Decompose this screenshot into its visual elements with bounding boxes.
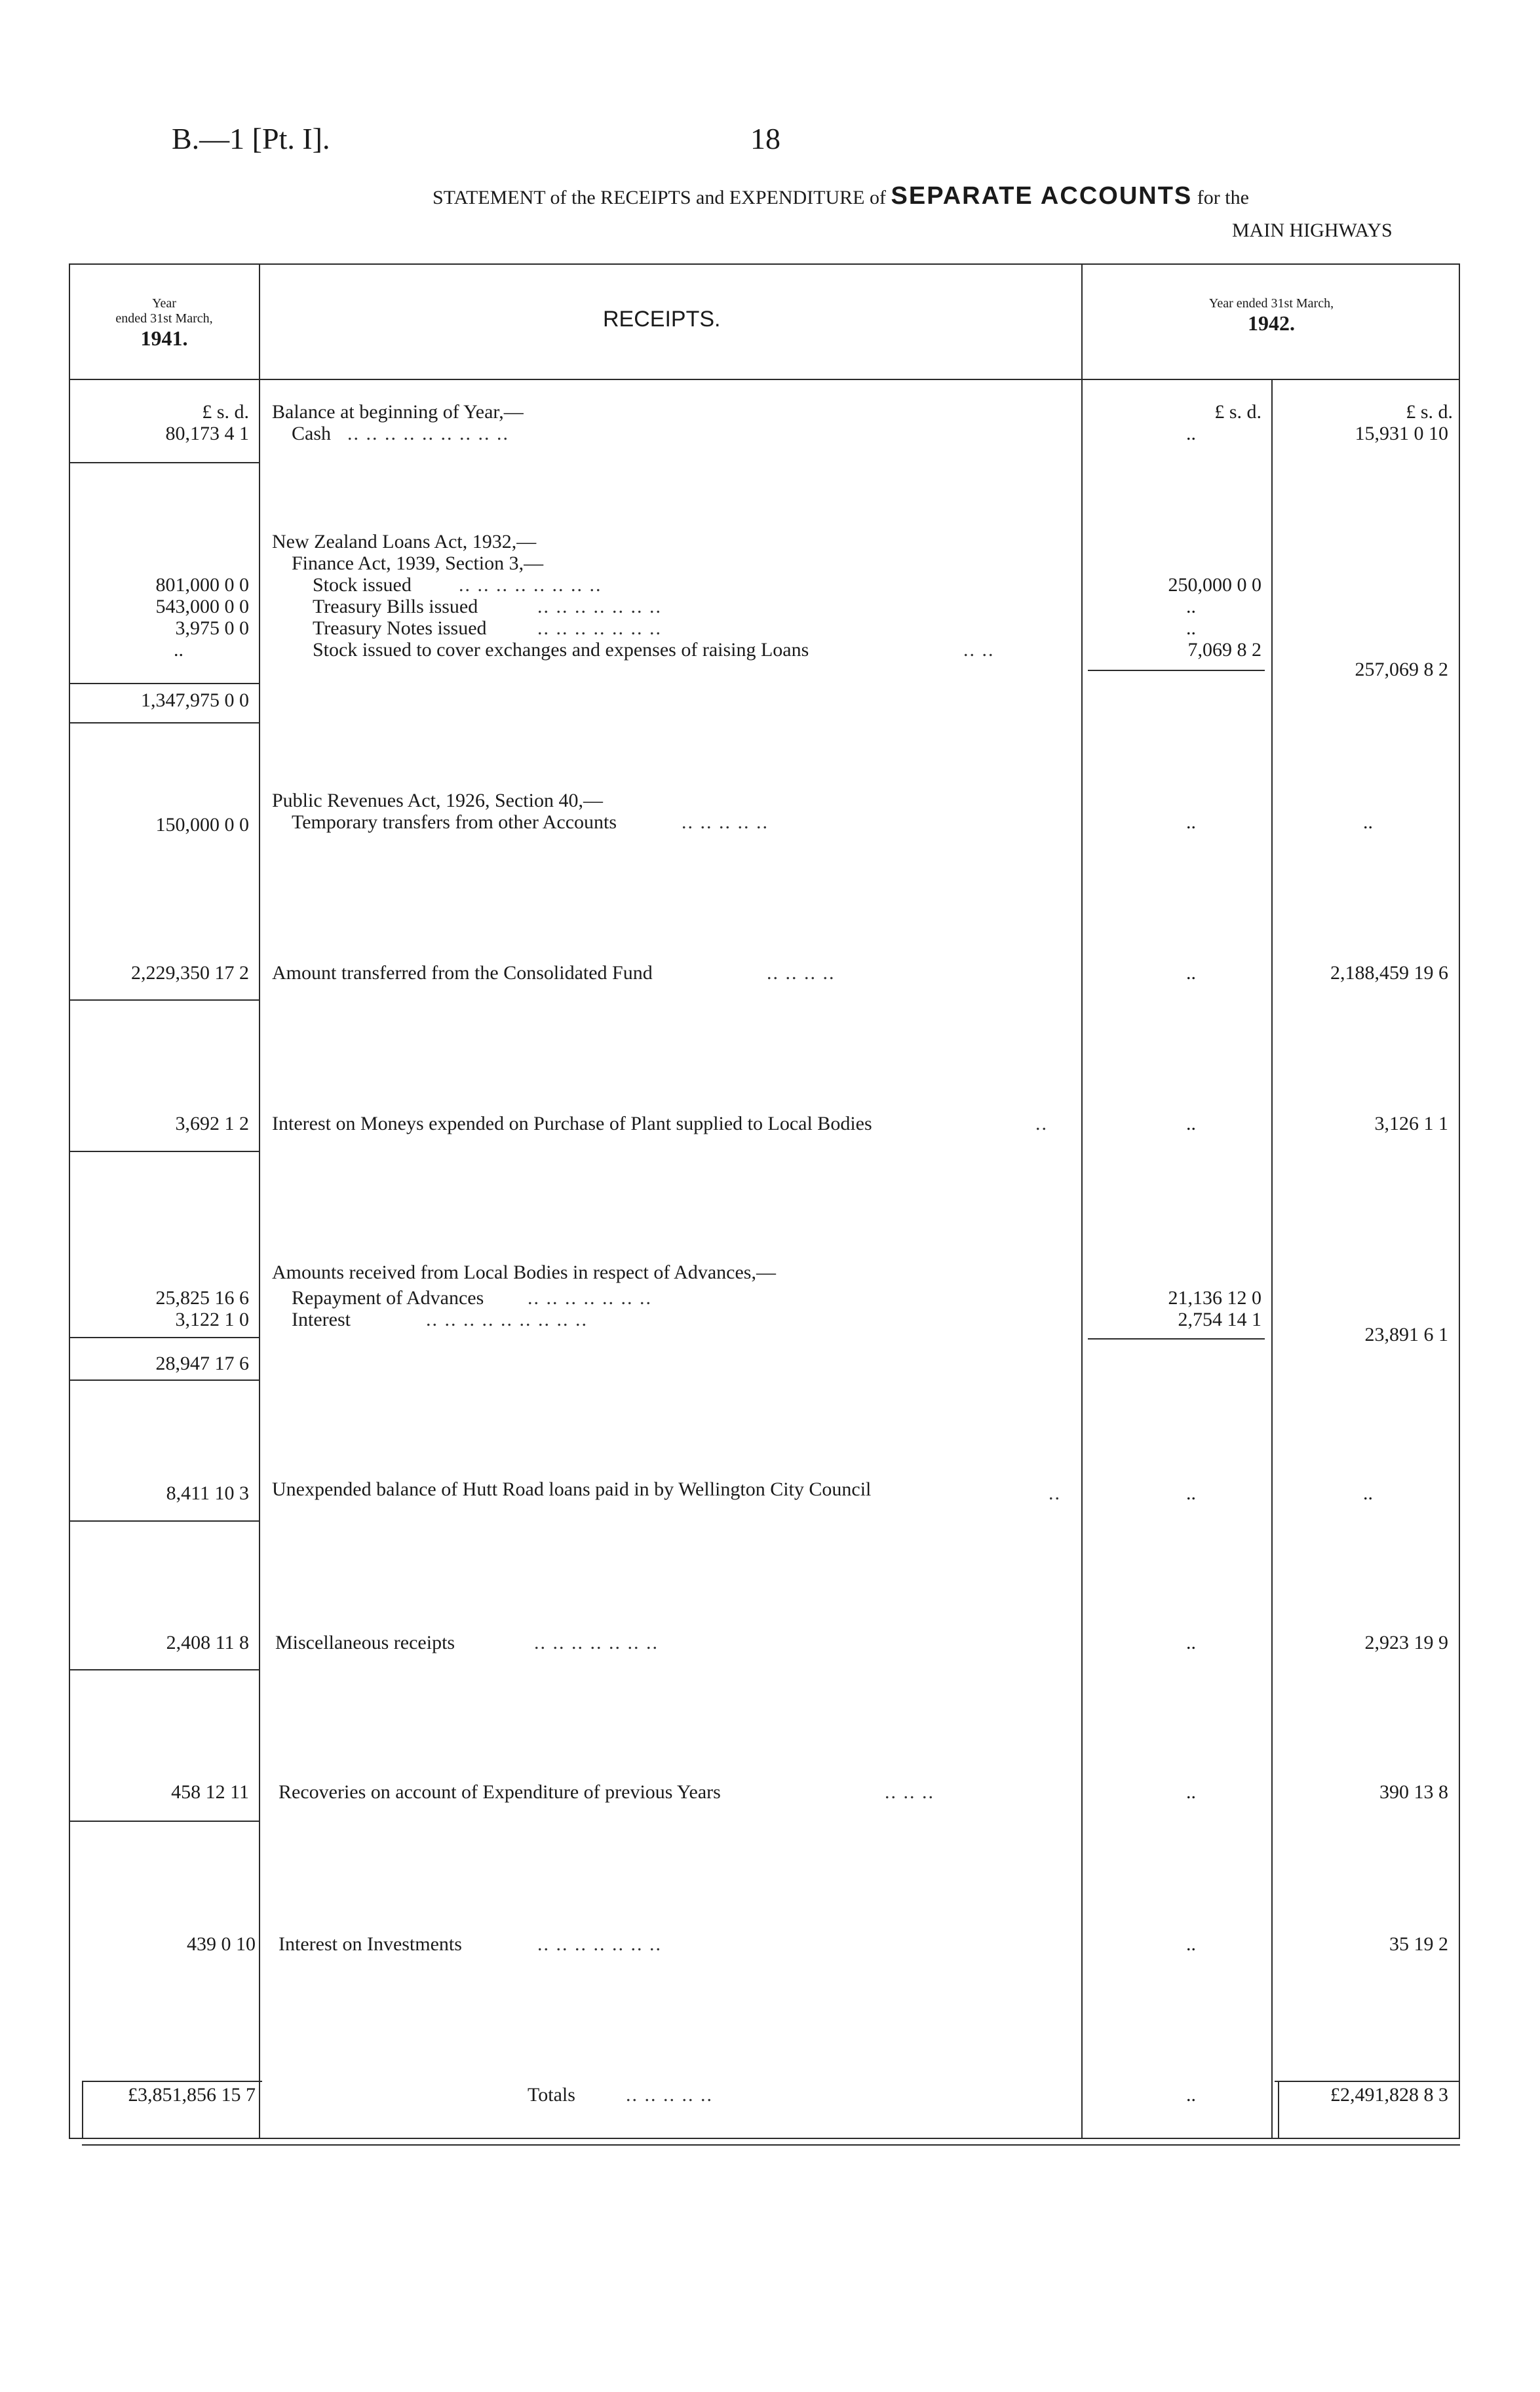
subtotal-rule — [1088, 670, 1265, 671]
currency-prev: £ s. d. — [202, 401, 249, 423]
table-row-prev: 2,229,350 17 2 — [131, 962, 249, 984]
row-rule — [69, 1379, 259, 1381]
totals-rule — [82, 2081, 262, 2082]
row-item: Repayment of Advances — [292, 1287, 484, 1309]
row-rule — [69, 1520, 259, 1522]
row-item: Stock issued — [313, 574, 412, 596]
row-item: Temporary transfers from other Accounts — [292, 811, 617, 833]
table-row-prev: 3,692 1 2 — [175, 1113, 249, 1134]
subtotal-rule — [69, 1337, 259, 1338]
prev-year-header — [71, 296, 258, 351]
table-bottom-rule — [69, 2138, 1460, 2139]
table-row-prev: 458 12 11 — [171, 1781, 249, 1803]
leader-dots: .. .. .. .. .. — [626, 2084, 713, 2106]
table-row-cur-b: .. — [1363, 1482, 1373, 1504]
table-row-cur-a: 250,000 0 0 — [1168, 574, 1261, 596]
leader-dots: .. .. .. .. — [767, 962, 836, 984]
table-row-cur-a: 2,754 14 1 — [1178, 1309, 1261, 1330]
prev-year-label-1: Year — [152, 296, 176, 311]
title-part-c: for the — [1192, 187, 1249, 208]
table-row-prev: 8,411 10 3 — [166, 1482, 249, 1504]
table-row-cur-b: 15,931 0 10 — [1355, 423, 1448, 444]
leader-dots: .. .. .. .. .. .. .. — [537, 617, 662, 639]
table-row-cur-b: 2,188,459 19 6 — [1330, 962, 1448, 984]
table-row-prev: 3,122 1 0 — [175, 1309, 249, 1330]
row-heading: Amounts received from Local Bodies in respect of Advances,— — [272, 1262, 776, 1283]
row-rule — [69, 722, 259, 723]
table-row-cur-b: 23,891 6 1 — [1364, 1324, 1448, 1345]
currency-cur-b: £ s. d. — [1406, 401, 1453, 423]
table-row-cur-b: 3,126 1 1 — [1374, 1113, 1448, 1134]
table-row-prev-total: 1,347,975 0 0 — [141, 689, 249, 711]
statement-subtitle: MAIN HIGHWAYS — [1232, 220, 1393, 241]
page-number: 18 — [750, 122, 780, 155]
row-item: Unexpended balance of Hutt Road loans paid in by Wellington City Council — [272, 1478, 872, 1500]
row-item: Interest on Investments — [279, 1933, 462, 1955]
table-top-rule — [69, 263, 1460, 265]
row-item: Amount transferred from the Consolidated Fund — [272, 962, 653, 984]
leader-dots: .. .. .. .. .. .. .. .. .. — [426, 1309, 588, 1330]
row-rule — [69, 999, 259, 1001]
leader-dots: .. .. .. .. .. .. .. — [537, 596, 662, 617]
row-item: Interest — [292, 1309, 351, 1330]
row-item: Stock issued to cover exchanges and expenses of raising Loans — [313, 639, 809, 661]
title-emphasis: SEPARATE ACCOUNTS — [891, 182, 1193, 210]
totals-cur-b: £2,491,828 8 3 — [1330, 2084, 1448, 2106]
totals-prev: £3,851,856 15 7 — [128, 2084, 256, 2106]
right-border — [1459, 263, 1460, 2138]
table-row-prev: 80,173 4 1 — [165, 423, 249, 444]
table-row-prev: 2,408 11 8 — [166, 1632, 249, 1653]
table-row-cur-b: .. — [1363, 811, 1373, 833]
col-divider-3 — [1271, 380, 1273, 2138]
row-heading: Public Revenues Act, 1926, Section 40,— — [272, 790, 603, 811]
page-reference: B.—1 [Pt. I]. — [172, 122, 330, 155]
row-item: Treasury Notes issued — [313, 617, 487, 639]
leader-dots: .. .. .. .. .. .. .. .. — [459, 574, 602, 596]
table-row-cur-a: .. — [1186, 1781, 1196, 1803]
leader-dots: .. .. .. .. .. .. .. .. .. — [347, 423, 509, 444]
table-row-cur-a: 21,136 12 0 — [1168, 1287, 1261, 1309]
row-subheading: Finance Act, 1939, Section 3,— — [292, 552, 544, 574]
row-rule — [69, 1151, 259, 1152]
row-heading: New Zealand Loans Act, 1932,— — [272, 531, 537, 552]
table-row-cur-b: 390 13 8 — [1379, 1781, 1448, 1803]
table-row-prev: 150,000 0 0 — [155, 814, 249, 836]
table-row-cur-b: 35 19 2 — [1389, 1933, 1448, 1955]
table-row-prev: 543,000 0 0 — [155, 596, 249, 617]
leader-dots: .. .. .. .. .. .. .. — [528, 1287, 652, 1309]
leader-dots: .. .. — [963, 639, 995, 661]
table-row-cur-a: .. — [1186, 1632, 1196, 1653]
subtotal-rule — [69, 683, 259, 684]
table-row-prev: 25,825 16 6 — [155, 1287, 249, 1309]
cur-year-value: 1942. — [1248, 311, 1295, 335]
row-item: Cash — [292, 423, 331, 444]
col-divider-2 — [1081, 263, 1083, 2138]
totals-label: Totals — [528, 2084, 575, 2106]
table-row-cur-a: .. — [1186, 962, 1196, 984]
table-row-cur-b: 257,069 8 2 — [1355, 659, 1448, 680]
cur-year-header — [1085, 296, 1458, 336]
leader-dots: .. .. .. .. .. .. .. — [534, 1632, 659, 1653]
leader-dots: .. .. .. .. .. — [682, 811, 769, 833]
currency-cur-a: £ s. d. — [1214, 401, 1261, 423]
row-item: Miscellaneous receipts — [275, 1632, 455, 1653]
prev-year-label-2: ended 31st March, — [115, 311, 213, 326]
leader-dots: .. — [1049, 1482, 1061, 1504]
leader-dots: .. .. .. — [885, 1781, 934, 1803]
row-item: Interest on Moneys expended on Purchase of Plant supplied to Local Bodies — [272, 1113, 872, 1134]
prev-year-value: 1941. — [140, 326, 188, 350]
row-item: Treasury Bills issued — [313, 596, 478, 617]
table-row-cur-a: .. — [1186, 1482, 1196, 1504]
subtotal-rule — [1088, 1338, 1265, 1340]
cur-year-label: Year ended 31st March, — [1208, 296, 1334, 311]
row-rule — [69, 462, 259, 463]
title-part-a: STATEMENT of the RECEIPTS and EXPENDITURE of — [433, 187, 891, 208]
table-row-prev: 439 0 10 — [187, 1933, 256, 1955]
table-row-cur-a: .. — [1186, 811, 1196, 833]
row-heading: Balance at beginning of Year,— — [272, 401, 524, 423]
table-row-cur-a: .. — [1186, 423, 1196, 444]
row-item: Recoveries on account of Expenditure of previous Years — [279, 1781, 721, 1803]
table-bottom-rule-2 — [82, 2144, 1460, 2146]
leader-dots: .. .. .. .. .. .. .. — [537, 1933, 662, 1955]
table-row-prev: 801,000 0 0 — [155, 574, 249, 596]
header-bottom-rule — [69, 379, 1460, 380]
leader-dots: .. — [1035, 1113, 1048, 1134]
col-divider-1 — [259, 263, 260, 2138]
receipts-heading: RECEIPTS. — [603, 307, 721, 332]
table-row-cur-a: .. — [1186, 617, 1196, 639]
table-row-prev-total: 28,947 17 6 — [155, 1353, 249, 1374]
table-row-cur-b: 2,923 19 9 — [1364, 1632, 1448, 1653]
table-row-cur-a: 7,069 8 2 — [1187, 639, 1261, 661]
table-row-cur-a: .. — [1186, 596, 1196, 617]
totals-cur-a: .. — [1186, 2084, 1196, 2106]
row-rule — [69, 1669, 259, 1670]
table-row-prev: .. — [174, 639, 183, 661]
row-rule — [69, 1821, 259, 1822]
table-row-cur-a: .. — [1186, 1113, 1196, 1134]
totals-rule — [1275, 2081, 1460, 2082]
left-border — [69, 263, 70, 2138]
table-row-cur-a: .. — [1186, 1933, 1196, 1955]
statement-title — [433, 182, 1249, 210]
table-row-prev: 3,975 0 0 — [175, 617, 249, 639]
